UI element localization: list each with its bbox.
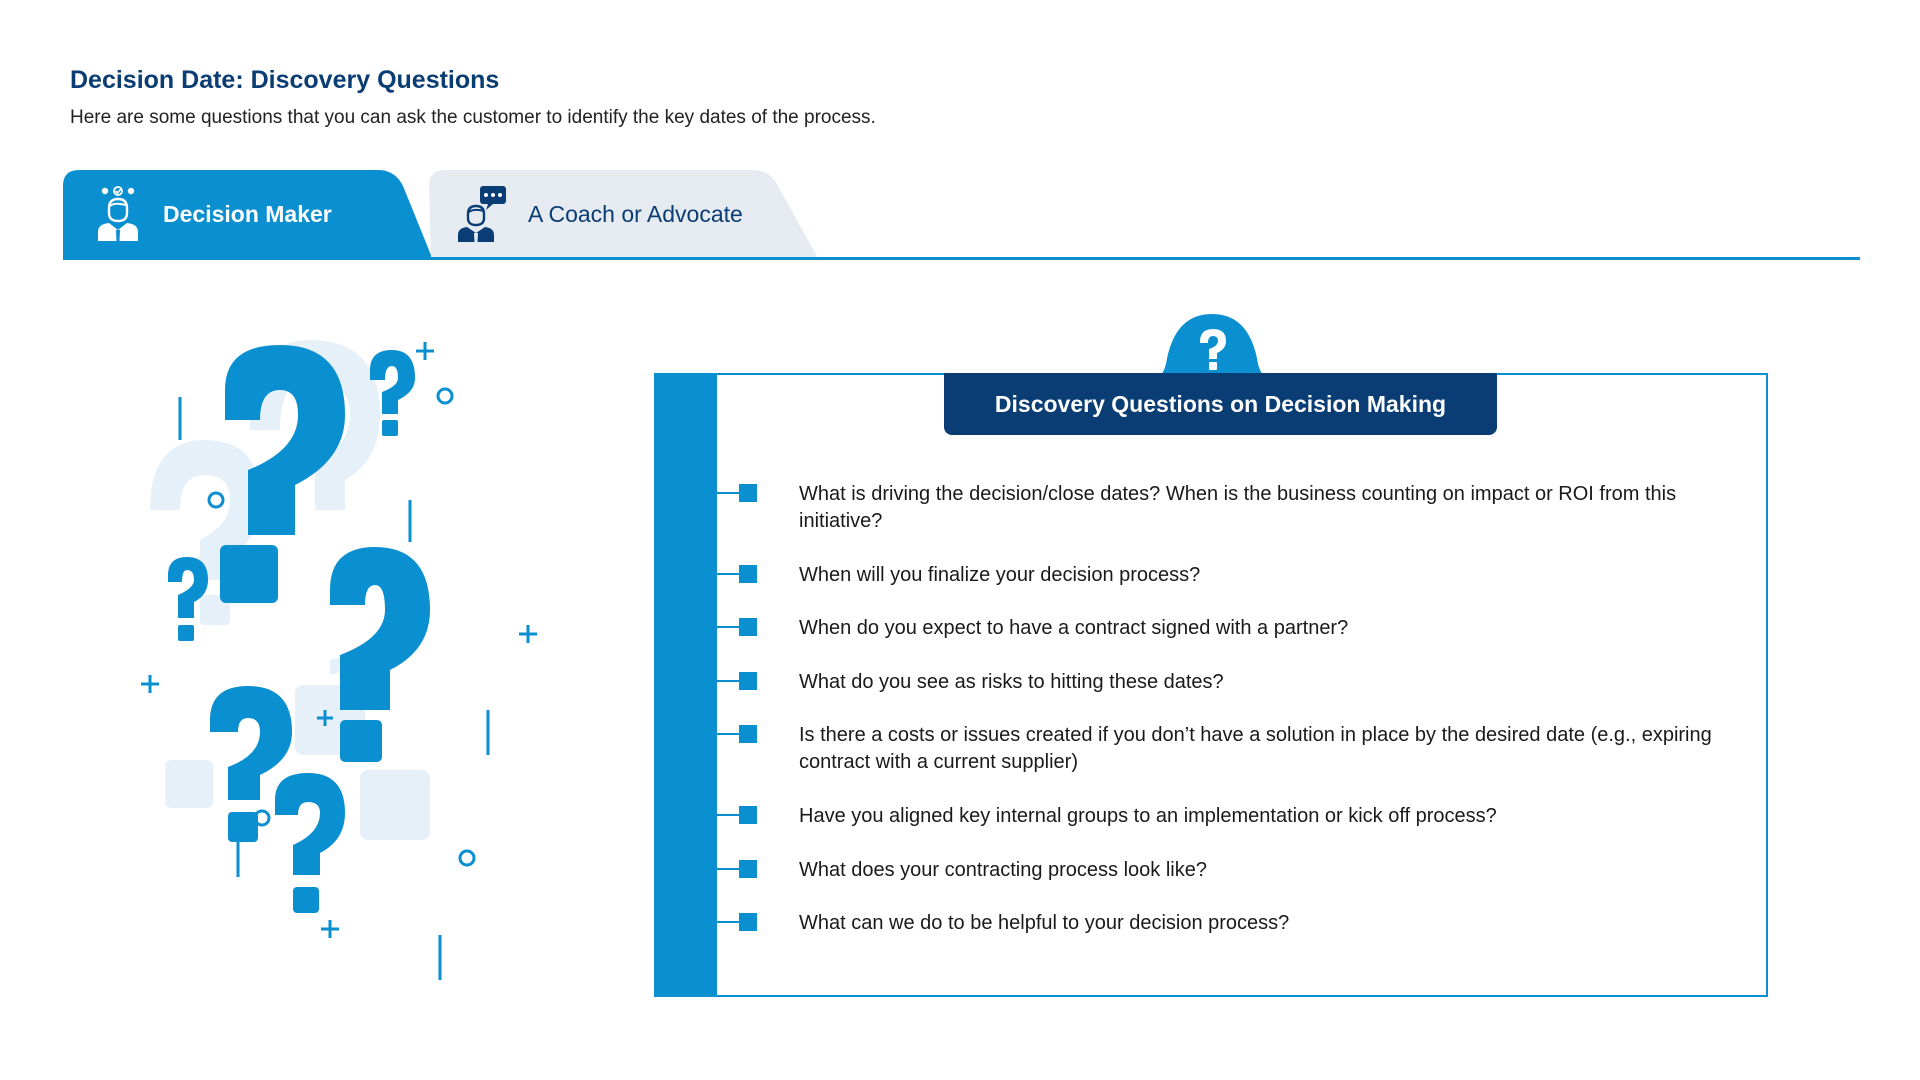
page-title: Decision Date: Discovery Questions (70, 66, 500, 94)
bullet-square (739, 913, 757, 931)
coach-advocate-icon (458, 186, 508, 242)
question-badge (1160, 312, 1264, 376)
bullet-square (739, 484, 757, 502)
tab-decision-maker[interactable] (93, 186, 332, 242)
question-text: Have you aligned key internal groups to an implementation or kick off process? (799, 805, 1497, 827)
bullet-square (739, 725, 757, 743)
question-text: What can we do to be helpful to your decision process? (799, 912, 1290, 934)
tab-bar (63, 168, 1860, 260)
question-text: Is there a costs or issues created if you don’t have a solution in place by the desired date (e.g., expiring contract with a current supplier) (799, 724, 1712, 773)
tab-underline (63, 257, 1860, 260)
page-subtitle: Here are some questions that you can ask the customer to identify the key dates of the process. (70, 107, 876, 128)
tab-coach-advocate-label: A Coach or Advocate (528, 200, 743, 227)
bullet-square (739, 806, 757, 824)
question-text: What is driving the decision/close dates? When is the business counting on impact or ROI from this initiative? (799, 483, 1677, 532)
question-text: When will you finalize your decision process? (799, 564, 1201, 586)
question-marks-illustration (130, 320, 560, 1010)
question-text: What does your contracting process look like? (799, 859, 1207, 881)
bullet-square (739, 565, 757, 583)
card-title: Discovery Questions on Decision Making (944, 373, 1497, 435)
tab-coach-advocate[interactable] (458, 186, 743, 242)
question-list (656, 375, 1766, 995)
tab-shapes (63, 168, 1860, 260)
decision-maker-icon (93, 186, 143, 242)
bullet-square (739, 618, 757, 636)
bullet-square (739, 672, 757, 690)
discovery-questions-card (654, 373, 1768, 997)
bullet-square (739, 860, 757, 878)
question-text: What do you see as risks to hitting these dates? (799, 671, 1224, 693)
tab-decision-maker-label: Decision Maker (163, 200, 332, 227)
question-text: When do you expect to have a contract signed with a partner? (799, 617, 1349, 639)
